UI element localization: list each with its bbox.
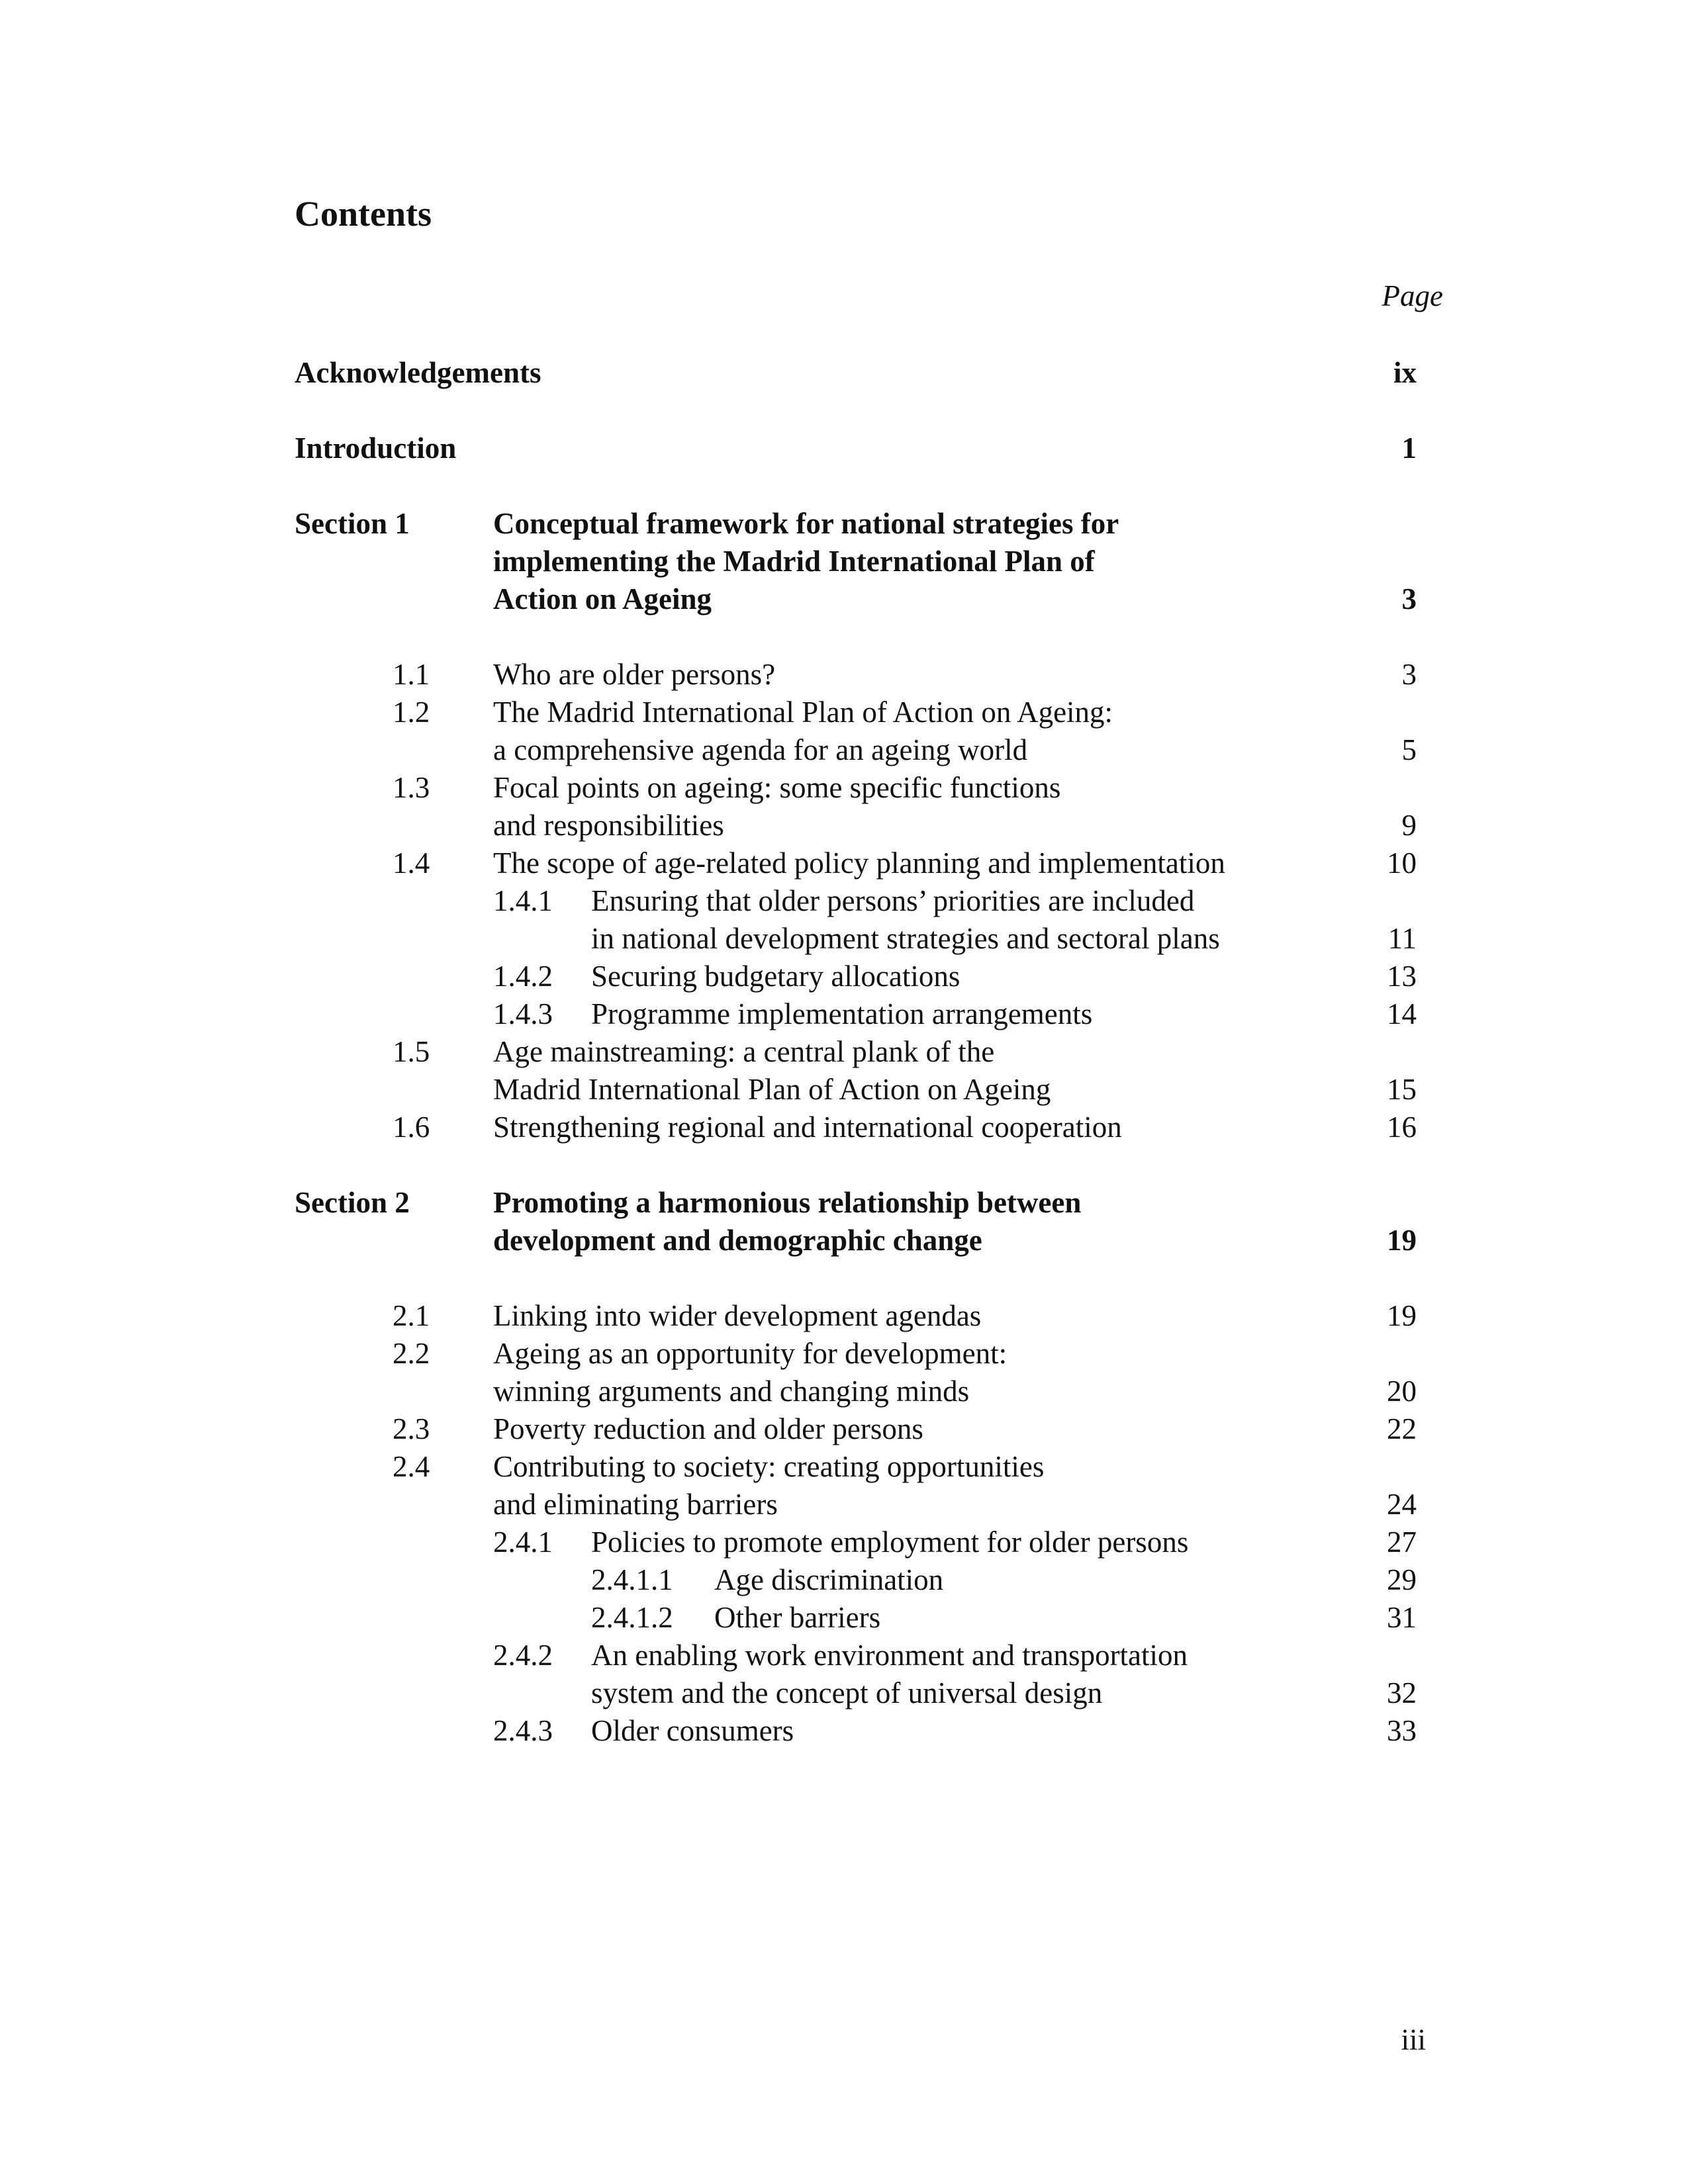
toc-entry-title (591, 1637, 1188, 1712)
toc-page-number: 19 (1387, 1224, 1417, 1257)
toc-entry-line: Madrid International Plan of Action on Ageing (493, 1073, 1051, 1106)
toc-entry-title: Poverty reduction and older persons (493, 1412, 923, 1445)
toc-entry-line: The Madrid International Plan of Action on Ageing: (493, 696, 1113, 729)
toc-entry-line: and responsibilities (493, 809, 724, 842)
toc-page-number: 27 (1387, 1525, 1417, 1559)
toc-entry-number: 1.1 (393, 658, 430, 691)
toc-entry-line: Focal points on ageing: some specific functions (493, 771, 1061, 804)
toc-entry-title: Linking into wider development agendas (493, 1299, 982, 1332)
toc-entry-number: 2.4 (393, 1450, 430, 1483)
toc-entry-title: Securing budgetary allocations (591, 960, 961, 993)
toc-page-number: 19 (1387, 1299, 1417, 1332)
toc-entry-title: Age discrimination (714, 1563, 944, 1596)
section-title-line: implementing the Madrid International Plan of (493, 545, 1095, 578)
toc-entry-line: Ensuring that older persons’ priorities are included (591, 884, 1195, 917)
toc-page-number: 22 (1387, 1412, 1417, 1445)
toc-entry-title (493, 1335, 1007, 1410)
toc-page-number: 33 (1387, 1714, 1417, 1747)
toc-entry-line: winning arguments and changing minds (493, 1375, 970, 1408)
toc-entry-number: 2.4.1.2 (591, 1601, 673, 1634)
page-title: Contents (295, 194, 432, 234)
toc-entry-number: 1.3 (393, 771, 430, 804)
toc-page-number: 24 (1387, 1488, 1417, 1521)
toc-entry-title (591, 882, 1220, 958)
toc-entry-number: 1.5 (393, 1035, 430, 1068)
toc-label: Introduction (295, 432, 457, 465)
toc-entry-line: system and the concept of universal design (591, 1676, 1103, 1709)
toc-entry-title: The scope of age-related policy planning and implementation (493, 846, 1225, 880)
section-label: Section 1 (295, 507, 410, 540)
toc-entry-number: 2.3 (393, 1412, 430, 1445)
toc-entry-line: in national development strategies and sectoral plans (591, 922, 1220, 955)
toc-entry-title: Older consumers (591, 1714, 794, 1747)
toc-entry-title (493, 1448, 1044, 1524)
toc-entry-number: 1.4 (393, 846, 430, 880)
toc-page-number: 15 (1387, 1073, 1417, 1106)
section-title (493, 505, 1119, 618)
toc-page-number: 1 (1401, 432, 1417, 465)
toc-page-number: 31 (1387, 1601, 1417, 1634)
toc-entry-line: a comprehensive agenda for an ageing world (493, 733, 1028, 766)
toc-page-number: 20 (1387, 1375, 1417, 1408)
toc-page-number: 11 (1387, 922, 1417, 955)
section-label: Section 2 (295, 1186, 410, 1219)
toc-entry-line: Age mainstreaming: a central plank of the (493, 1035, 995, 1068)
toc-entry-number: 1.6 (393, 1111, 430, 1144)
toc-entry-title: Who are older persons? (493, 658, 776, 691)
toc-entry-number: 2.4.3 (493, 1714, 553, 1747)
toc-page-number: 5 (1401, 733, 1417, 766)
toc-page-number: 9 (1401, 809, 1417, 842)
toc-page-number: 3 (1401, 582, 1417, 615)
toc-entry-title: Policies to promote employment for older persons (591, 1525, 1189, 1559)
section-title-line: Promoting a harmonious relationship between (493, 1186, 1082, 1219)
toc-entry-number: 2.4.1.1 (591, 1563, 673, 1596)
toc-entry-number: 2.2 (393, 1337, 430, 1370)
toc-entry-title: Other barriers (714, 1601, 881, 1634)
toc-page-number: 32 (1387, 1676, 1417, 1709)
toc-page-number: 16 (1387, 1111, 1417, 1144)
toc-entry-number: 1.2 (393, 696, 430, 729)
toc-page-number: 13 (1387, 960, 1417, 993)
toc-entry-title (493, 1033, 1051, 1109)
section-title-line: Action on Ageing (493, 582, 712, 615)
toc-page-number: 10 (1387, 846, 1417, 880)
toc-entry-number: 2.4.2 (493, 1639, 553, 1672)
section-title-line: development and demographic change (493, 1224, 982, 1257)
toc-page-number: 3 (1401, 658, 1417, 691)
toc-entry-line: An enabling work environment and transportation (591, 1639, 1188, 1672)
toc-page-number: 14 (1387, 997, 1417, 1030)
toc-entry-title (493, 694, 1113, 769)
toc-entry-line: and eliminating barriers (493, 1488, 778, 1521)
toc-page-number: ix (1393, 356, 1417, 389)
section-title (493, 1184, 1081, 1259)
page-number-footer: iii (1401, 2023, 1426, 2056)
toc-entry-number: 1.4.1 (493, 884, 553, 917)
toc-entry-title: Programme implementation arrangements (591, 997, 1093, 1030)
page-column-label: Page (1382, 279, 1443, 312)
toc-page-number: 29 (1387, 1563, 1417, 1596)
toc-entry-number: 1.4.3 (493, 997, 553, 1030)
toc-entry-number: 1.4.2 (493, 960, 553, 993)
section-title-line: Conceptual framework for national strategies for (493, 507, 1119, 540)
toc-entry-title: Strengthening regional and international cooperation (493, 1111, 1122, 1144)
toc-entry-line: Contributing to society: creating opportunities (493, 1450, 1045, 1483)
toc-entry-number: 2.1 (393, 1299, 430, 1332)
toc-entry-number: 2.4.1 (493, 1525, 553, 1559)
toc-entry-line: Ageing as an opportunity for development: (493, 1337, 1008, 1370)
toc-entry-title (493, 769, 1060, 844)
toc-label: Acknowledgements (295, 356, 541, 389)
